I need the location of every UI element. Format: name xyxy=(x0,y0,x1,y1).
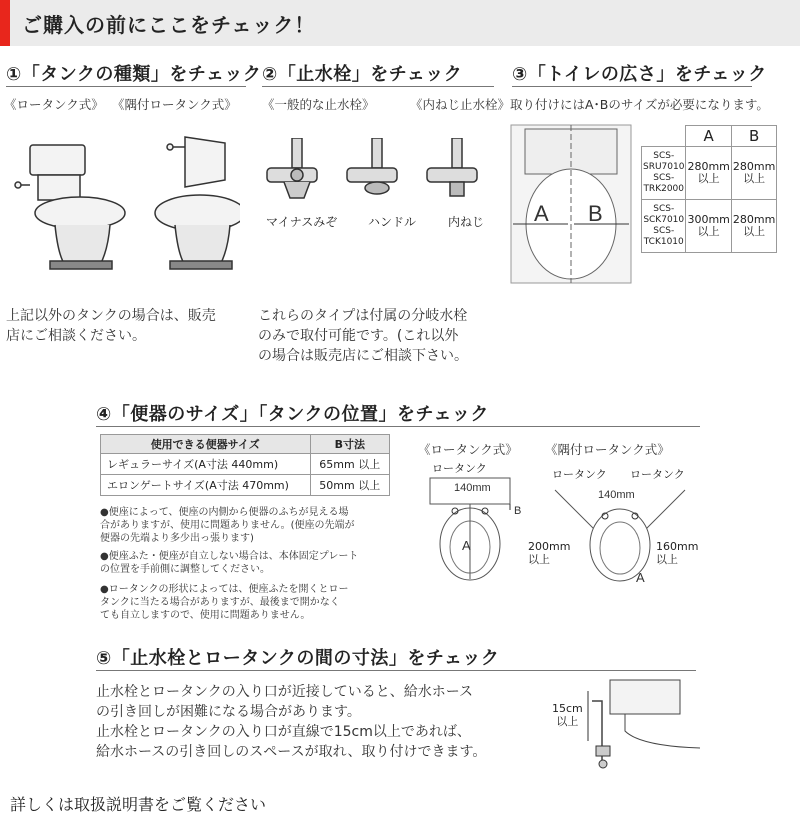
low-tank-dimension-diagram xyxy=(420,474,530,584)
dim-a-label: A xyxy=(534,201,549,226)
s5-text-line: 給水ホースの引き回しのスペースが取れ、取り付けできます。 xyxy=(96,744,487,760)
corner-tank-toilet-icon xyxy=(155,137,240,269)
dim-line: 以上 xyxy=(656,553,678,566)
cell-value: 以上 xyxy=(743,172,766,185)
caption-slotted: マイナスみぞ xyxy=(266,215,338,229)
s3-col-b: B xyxy=(731,126,776,147)
s3-cell xyxy=(686,200,731,253)
s1-note xyxy=(6,306,216,346)
s4-cell: レギュラーサイズ(A寸法 440mm) xyxy=(101,454,311,475)
section4-underline xyxy=(96,426,700,427)
s5-text-line: 止水栓とロータンクの入り口が直線で15cm以上であれば、 xyxy=(96,724,471,740)
dim-line: 15cm xyxy=(552,702,583,715)
model-name: SCS-SRU7010 xyxy=(643,151,685,172)
s2-label-general: 《一般的な止水栓》 xyxy=(262,97,375,112)
cell-value: 300mm xyxy=(687,213,730,226)
dim-line: 以上 xyxy=(556,715,579,728)
s1-label-corner-tank: 《隅付ロータンク式》 xyxy=(112,97,237,112)
section3-underline xyxy=(512,86,752,87)
s2-note-line: のみで取付可能です。(これ以外 xyxy=(258,328,459,344)
diag1-a-label: A xyxy=(462,538,471,553)
note-line: ●便座ふた・便座が自立しない場合は、本体固定プレート xyxy=(100,551,359,562)
s3-cell xyxy=(686,147,731,200)
handle-valve-icon xyxy=(347,138,397,194)
s5-dim xyxy=(552,702,583,728)
diag1-tank-label: ロータンク xyxy=(432,462,487,475)
s2-label-inner-thread: 《内ねじ止水栓》 xyxy=(410,97,511,112)
section2-heading: ②「止水栓」をチェック xyxy=(262,64,463,85)
diag1-title: 《ロータンク式》 xyxy=(418,442,518,457)
s4-note xyxy=(100,506,400,545)
note-line: ●ロータンクの形状によっては、便座ふたを開くとロー xyxy=(100,584,349,595)
diag2-title: 《隅付ロータンク式》 xyxy=(545,442,670,457)
caption-handle: ハンドル xyxy=(368,215,417,229)
s4-cell: エロンゲートサイズ(A寸法 470mm) xyxy=(101,475,311,496)
section4-heading: ④「便器のサイズ」「タンクの位置」をチェック xyxy=(96,404,489,425)
dim-b-label: B xyxy=(588,201,603,226)
s4-note xyxy=(100,583,400,622)
cell-value: 以上 xyxy=(743,225,766,238)
caption-inner-thread: 内ねじ xyxy=(448,215,485,229)
diag1-b-label: B xyxy=(514,505,522,517)
section1-heading: ①「タンクの種類」をチェック xyxy=(6,64,262,85)
diag2-tank-left: ロータンク xyxy=(552,468,607,481)
s4-cell: 65mm 以上 xyxy=(310,454,389,475)
s2-note-line: の場合は販売店にご相談下さい。 xyxy=(258,348,468,364)
s5-text xyxy=(96,682,486,762)
dim-line: 160mm xyxy=(656,540,699,553)
model-name: SCS-SCK7010 xyxy=(643,204,685,225)
toilet-illustrations xyxy=(10,125,240,280)
model-name: SCS-TCK1010 xyxy=(643,226,684,247)
cell-value: 以上 xyxy=(697,225,720,238)
cell-value: 280mm xyxy=(732,213,776,226)
note-line: 合がありますが、使用に問題ありません。(便座の先端が xyxy=(100,520,355,531)
s4-col-b: B寸法 xyxy=(310,435,389,454)
note-line: ●便座によって、便座の内側から便器のふちが見える場 xyxy=(100,507,349,518)
dim-line: 以上 xyxy=(528,553,550,566)
s3-cell xyxy=(731,147,776,200)
footer-text: 詳しくは取扱説明書をご覧ください xyxy=(10,795,267,814)
s4-cell: 50mm 以上 xyxy=(310,475,389,496)
diag1-width-label: 140mm xyxy=(454,482,491,494)
diag2-left-dim xyxy=(528,540,570,566)
room-width-diagram xyxy=(510,124,632,284)
note-line: の位置を手前側に調整してください。 xyxy=(100,564,270,575)
note-line: タンクに当たる場合がありますが、最後まで開かなく xyxy=(100,597,340,608)
cell-value: 280mm xyxy=(732,160,776,173)
s4-note xyxy=(100,550,400,576)
supply-hose-diagram xyxy=(580,676,710,776)
section2-underline xyxy=(262,86,494,87)
corner-tank-dimension-diagram xyxy=(530,480,710,590)
cell-value: 280mm xyxy=(687,160,730,173)
cell-value: 以上 xyxy=(697,172,720,185)
model-name: SCS-TRK2000 xyxy=(643,173,684,194)
banner xyxy=(0,0,800,46)
diag2-right-dim xyxy=(656,540,698,566)
s2-note xyxy=(258,306,468,366)
diag2-width-label: 140mm xyxy=(598,489,635,501)
diag2-tank-right: ロータンク xyxy=(630,468,685,481)
s4-size-table xyxy=(100,434,390,496)
accent-bar xyxy=(0,0,10,46)
stop-valve-illustrations xyxy=(262,138,492,208)
s1-note-line: 店にご相談ください。 xyxy=(6,328,146,344)
s3-row-models xyxy=(642,200,686,253)
s3-row-models xyxy=(642,147,686,200)
s3-col-a: A xyxy=(686,126,731,147)
s3-size-table xyxy=(641,125,777,253)
s5-text-line: 止水栓とロータンクの入り口が近接していると、給水ホース xyxy=(96,684,474,700)
s5-text-line: の引き回しが困難になる場合があります。 xyxy=(96,704,361,720)
section5-heading: ⑤「止水栓とロータンクの間の寸法」をチェック xyxy=(96,648,500,669)
s4-notes xyxy=(100,506,400,622)
banner-title: ご購入の前にここをチェック！ xyxy=(22,13,316,37)
dim-line: 200mm xyxy=(528,540,571,553)
section5-underline xyxy=(96,670,696,671)
s3-cell xyxy=(731,200,776,253)
section3-heading: ③「トイレの広さ」をチェック xyxy=(512,64,767,85)
note-line: 便器の先端より多少出っ張ります) xyxy=(100,533,254,544)
diag2-a-label: A xyxy=(636,570,645,585)
s4-col-size: 使用できる便器サイズ xyxy=(101,435,311,454)
note-line: ても自立しますので、使用に問題ありません。 xyxy=(100,610,311,621)
s3-desc: 取り付けにはA･Bのサイズが必要になります。 xyxy=(510,97,769,112)
inner-thread-valve-icon xyxy=(427,138,477,196)
low-tank-toilet-icon xyxy=(15,145,125,269)
slotted-valve-icon xyxy=(267,138,317,198)
s1-label-low-tank: 《ロータンク式》 xyxy=(4,97,104,112)
s1-note-line: 上記以外のタンクの場合は、販売 xyxy=(6,308,216,324)
s2-note-line: これらのタイプは付属の分岐水栓 xyxy=(258,308,468,324)
section1-underline xyxy=(6,86,246,87)
